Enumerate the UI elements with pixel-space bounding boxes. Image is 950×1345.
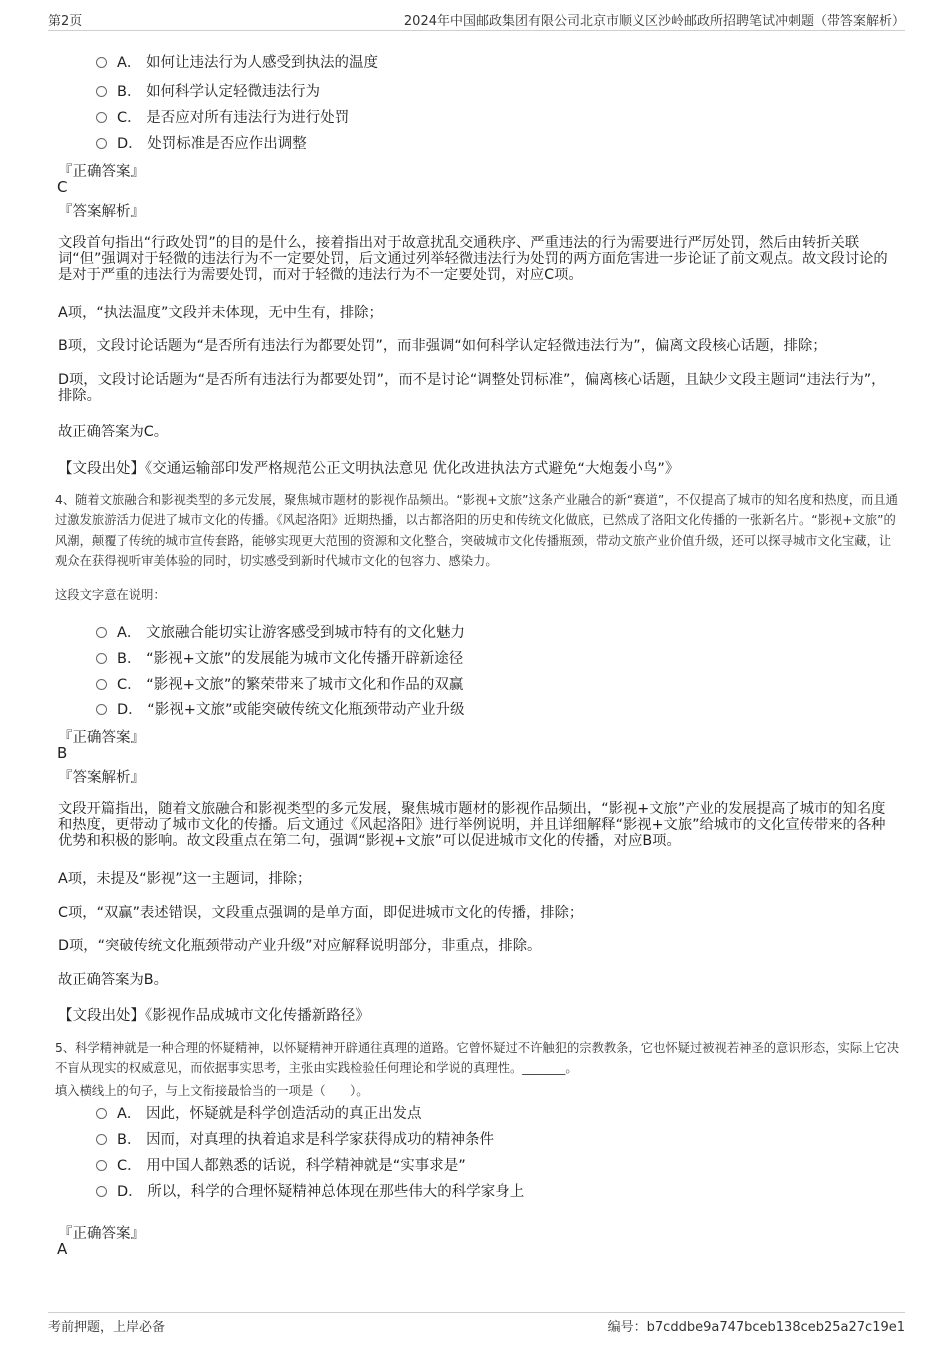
q3-answer: C (57, 178, 68, 196)
q3-analysis-a: A项，“执法温度”文段并未体现，无中生有，排除； (58, 305, 383, 321)
radio-icon[interactable] (96, 627, 107, 638)
radio-icon[interactable] (96, 86, 107, 97)
q5-option-a[interactable]: A． 因此，怀疑就是科学创造活动的真正出发点 (96, 1102, 422, 1123)
q5-stem: 5、科学精神就是一种合理的怀疑精神，以怀疑精神开辟通往真理的道路。它曾怀疑过不许触犯的宗教教条，它也怀疑过被视若神圣的意识形态，实际上它决不盲从现实的权威意见，而依据事实思考，主张由实践检验任何理论和学说的真理性。_______。 (55, 1041, 900, 1076)
q3-analysis-main: 文段首句指出“行政处罚”的目的是什么，接着指出对于故意扰乱交通秩序、严重违法的行为需要进行严厉处罚，然后由转折关联词“但”强调对于轻微的违法行为不一定要处罚，后文通过列举轻微违法行为处罚的两方面危害进一步论证了前文观点。故文段讨论的是对于严重的违法行为需要处罚，而对于轻微的违法行为不一定要处罚，对应C项。 (58, 235, 888, 283)
q4-option-a[interactable]: A． 文旅融合能切实让游客感受到城市特有的文化魅力 (96, 621, 465, 642)
radio-icon[interactable] (96, 112, 107, 123)
q4-analysis-c: C项，“双赢”表述错误，文段重点强调的是单方面，即促进城市文化的传播，排除； (58, 905, 584, 921)
q5-option-c[interactable]: C． 用中国人都熟悉的话说，科学精神就是“实事求是” (96, 1154, 466, 1175)
q4-option-b[interactable]: B． “影视+文旅”的发展能为城市文化传播开辟新途径 (96, 647, 463, 668)
radio-icon[interactable] (96, 1160, 107, 1171)
page-number: 第2页 (48, 14, 83, 29)
radio-icon[interactable] (96, 138, 107, 149)
q3-analysis-d: D项，文段讨论话题为“是否所有违法行为都要处罚”，而不是讨论“调整处罚标准”，偏离核心话题，且缺少文段主题词“违法行为”，排除。 (58, 372, 886, 404)
radio-icon[interactable] (96, 1186, 107, 1197)
radio-icon[interactable] (96, 1134, 107, 1145)
q5-prompt: 填入横线上的句子，与上文衔接最恰当的一项是（ ）。 (55, 1084, 369, 1098)
document-id: 编号：b7cddbe9a747bceb138ceb25a27c19e1 (607, 1320, 905, 1335)
q3-option-c[interactable]: C． 是否应对所有违法行为进行处罚 (96, 106, 349, 127)
q5-option-b[interactable]: B． 因而，对真理的执着追求是科学家获得成功的精神条件 (96, 1128, 494, 1149)
q4-conclusion: 故正确答案为B。 (58, 972, 168, 988)
q4-analysis-label: 『答案解析』 (58, 770, 145, 786)
q4-answer-label: 『正确答案』 (58, 730, 145, 746)
q4-analysis-d: D项，“突破传统文化瓶颈带动产业升级”对应解释说明部分，非重点，排除。 (58, 938, 542, 954)
q5-answer: A (57, 1240, 68, 1258)
q3-option-d[interactable]: D． 处罚标准是否应作出调整 (96, 132, 307, 153)
q4-source: 【文段出处】《影视作品成城市文化传播新路径》 (58, 1008, 370, 1024)
q4-analysis-main: 文段开篇指出，随着文旅融合和影视类型的多元发展，聚焦城市题材的影视作品频出，“影视+文旅”产业的发展提高了城市的知名度和热度，更带动了城市文化的传播。后文通过《风起洛阳》进行举例说明，并且详细解释“影视+文旅”给城市的文化宣传带来的各种优势和积极的影响。故文段重点在第二句，强调“影视+文旅”可以促进城市文化的传播，对应B项。 (58, 801, 886, 849)
document-title: 2024年中国邮政集团有限公司北京市顺义区沙岭邮政所招聘笔试冲刺题（带答案解析） (403, 14, 905, 29)
q3-analysis-label: 『答案解析』 (58, 204, 145, 220)
q4-option-c[interactable]: C． “影视+文旅”的繁荣带来了城市文化和作品的双赢 (96, 673, 463, 694)
q4-prompt: 这段文字意在说明： (55, 588, 166, 602)
radio-icon[interactable] (96, 1108, 107, 1119)
q3-conclusion: 故正确答案为C。 (58, 424, 169, 440)
footer-slogan: 考前押题，上岸必备 (48, 1320, 166, 1335)
q4-analysis-a: A项，未提及“影视”这一主题词，排除； (58, 871, 312, 887)
radio-icon[interactable] (96, 653, 107, 664)
q5-option-d[interactable]: D． 所以，科学的合理怀疑精神总体现在那些伟大的科学家身上 (96, 1180, 524, 1201)
q4-option-d[interactable]: D． “影视+文旅”或能突破传统文化瓶颈带动产业升级 (96, 698, 464, 719)
q4-answer: B (57, 744, 68, 762)
q3-analysis-b: B项，文段讨论话题为“是否所有违法行为都要处罚”，而非强调“如何科学认定轻微违法行为”，偏离文段核心话题，排除； (58, 338, 827, 354)
page-footer (48, 1312, 905, 1335)
q3-source: 【文段出处】《交通运输部印发严格规范公正文明执法意见 优化改进执法方式避免“大炮轰小鸟”》 (58, 461, 680, 477)
radio-icon[interactable] (96, 704, 107, 715)
q3-option-a[interactable]: A． 如何让违法行为人感受到执法的温度 (96, 51, 378, 72)
q3-option-b[interactable]: B． 如何科学认定轻微违法行为 (96, 80, 320, 101)
page-header (48, 8, 905, 31)
q5-answer-label: 『正确答案』 (58, 1226, 145, 1242)
radio-icon[interactable] (96, 57, 107, 68)
radio-icon[interactable] (96, 679, 107, 690)
q4-stem: 4、随着文旅融合和影视类型的多元发展，聚焦城市题材的影视作品频出。“影视+文旅”这条产业融合的新“赛道”，不仅提高了城市的知名度和热度，而且通过激发旅游活力促进了城市文化的传播。《风起洛阳》近期热播，以古都洛阳的历史和传统文化做底，已然成了洛阳文化传播的一张新名片。“影视+文旅”的风潮，颠覆了传统的城市宣传套路，能够实现更大范围的资源和文化整合，突破城市文化传播瓶颈，带动文旅产业价值升级，还可以探寻城市文化宝藏，让观众在获得视听审美体验的同时，切实感受到新时代城市文化的包容力、感染力。 (55, 493, 898, 568)
q3-answer-label: 『正确答案』 (58, 164, 145, 180)
